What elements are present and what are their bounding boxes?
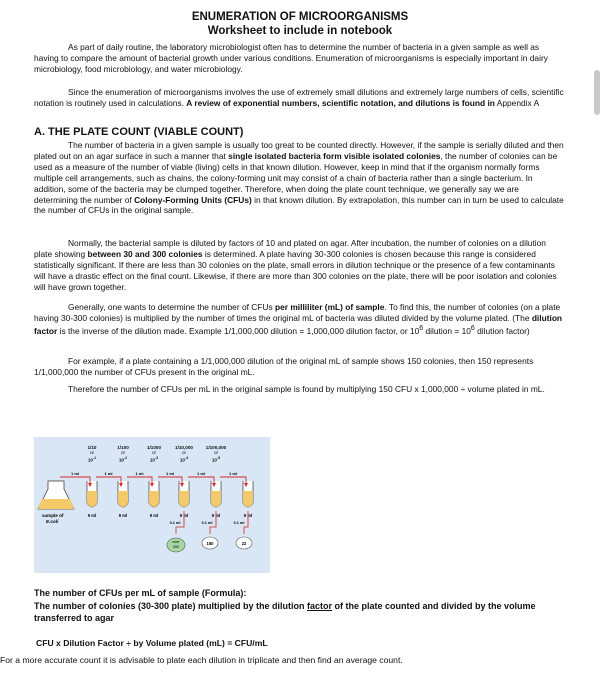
dilution-or: or: [120, 450, 126, 456]
dilution-or: or: [213, 450, 219, 456]
plate-count-1b: 400: [172, 545, 180, 549]
p3-text-e: in that known dilution. By extrapolation, this number can in turn be used to calculate the number of CFUs in the original sample.: [34, 194, 564, 216]
p5-text-e: is the inverse of the dilution made. Example 1/1,000,000 dilution = 1,000,000 dilution factor, or 10: [57, 325, 420, 336]
transfer-label: 1 ml: [196, 471, 206, 476]
dilution-label: [77, 445, 107, 463]
p5-text-a: Generally, one wants to determine the number of CFUs: [68, 302, 275, 312]
plated-volume-label: 0.1 ml: [169, 521, 181, 525]
dilution-label: [169, 445, 199, 463]
dilution-power: $10^{-1}$: [87, 455, 97, 463]
dilution-label: [139, 445, 169, 463]
dilution-power: $10^{-2}$: [118, 455, 128, 463]
p5-sup-1: 6: [419, 324, 424, 332]
transfer-label: 1 ml: [165, 471, 175, 476]
p4-text-a: Normally, the bacterial sample is diluted by factors of 10 and plated on agar. After incubation, the number of colonies on a dilution plate showing: [34, 238, 546, 259]
formula-desc-factor: factor: [307, 601, 333, 611]
p3-text-a: The number of bacteria in a given sample is usually too great to be counted directly. However, if the sample is serially diluted and then plated out on an agar surface in such a manner that: [34, 140, 564, 161]
p5-sup-2: 6: [470, 324, 475, 332]
tube-volume-label: 9 ml: [87, 513, 97, 518]
transfer-label: 1 ml: [70, 471, 80, 476]
dilution-paragraph: [34, 238, 564, 293]
dilution-power: $10^{-3}$: [149, 455, 159, 463]
formula: CFU x Dilution Factor ÷ by Volume plated (mL) = CFU/mL: [36, 638, 268, 648]
footer-note: For a more accurate count it is advisable to plate each dilution in triplicate and then find an average count.: [0, 655, 403, 665]
appendix-ref: Appendix A: [494, 97, 540, 108]
page-title: ENUMERATION OF MICROORGANISMS: [191, 11, 409, 23]
cfu-paragraph: [34, 302, 564, 337]
p3-bold-b: single isolated bacteria form visible isolated colonies: [228, 150, 441, 161]
dilution-label: [108, 445, 138, 463]
tube-volume-label: 9 ml: [243, 513, 253, 518]
dilution-or: or: [151, 450, 157, 456]
dilution-tube: [118, 481, 128, 518]
dilution-fraction: 1/100: [117, 445, 129, 450]
plate-count-2: 150: [206, 541, 214, 546]
plate-count-paragraph: [34, 140, 564, 216]
dilution-fraction: 1/10,000: [175, 445, 193, 450]
intro-paragraph: As part of daily routine, the laboratory microbiologist often has to determine the number of bacteria in a given sample as well as having to compare the amount of bacterial growth under various conditions. Enumeration of microorganisms is especially important in dairy microbiology, food microbiology, and water microbiology.: [34, 42, 548, 74]
p5-text-c: . To find this, the number of colonies (on a plate having 30-300 colonies) is multiplied by the number of times the original mL of bacteria was diluted divided by the volume plated. (The: [34, 302, 561, 323]
dilution-fraction: 1/100,000: [205, 445, 227, 450]
p5-bold-b: per milliliter (mL) of sample: [275, 302, 385, 312]
dilution-fraction: 1/10: [87, 445, 97, 450]
plated-volume-label: 0.1 ml: [233, 521, 245, 525]
transfer-label: 1 ml: [104, 471, 113, 476]
dilution-or: or: [89, 450, 95, 456]
formula-description: [34, 601, 569, 624]
tube-volume-label: 9 ml: [149, 513, 159, 518]
section-heading: A. THE PLATE COUNT (VIABLE COUNT): [34, 126, 244, 138]
p3-bold-d: Colony-Forming Units (CFUs): [134, 194, 252, 205]
sample-organism: E.coli: [46, 519, 59, 524]
page-subtitle: Worksheet to include in notebook: [207, 25, 393, 37]
formula-desc-c: of the plate counted and divided by the volume transferred to agar: [34, 601, 536, 623]
notation-text: Since the enumeration of microorganisms involves the use of extremely small dilutions and extremely large numbers of cells, scientific notation is routinely used in calculations.: [34, 87, 564, 108]
serial-dilution-figure: [34, 437, 270, 573]
transfer-label: 1 ml: [135, 471, 144, 476]
dilution-power: $10^{-5}$: [211, 455, 221, 463]
therefore-paragraph: Therefore the number of CFUs per mL in the original sample is found by multiplying 150 CFU x 1,000,000 ÷ volume plated in mL.: [68, 384, 545, 394]
plated-volume-label: 0.1 ml: [201, 521, 213, 525]
formula-desc-a: The number of colonies (30-300 plate) multiplied by the dilution: [34, 601, 308, 611]
p5-text-f: dilution = 10: [423, 325, 471, 336]
p4-bold-b: between 30 and 300 colonies: [87, 248, 203, 259]
p5-bold-d: dilution factor: [34, 312, 563, 336]
transfer-label: 1 ml: [228, 471, 238, 476]
tube-volume-label: 9 ml: [118, 513, 128, 518]
plate-count-3: 22: [241, 541, 247, 546]
formula-title: The number of CFUs per mL of sample (Formula):: [34, 588, 247, 598]
scrollbar[interactable]: [594, 70, 600, 115]
dilution-label: [201, 445, 231, 463]
p3-text-c: , the number of colonies can be used as a measure of the number of viable (living) cells in that known dilution. However, keep in mind that if the organism normally forms multiple cell arrangements, such as chains, the colony-forming unit may consist of a chain of bacteria rather than a single bacterium. In addition, some of the bacteria may be clumped together. Therefore, when doing the plate count technique, we generally say we are determining the number of: [34, 150, 558, 205]
dilution-tube: [149, 481, 159, 518]
dilution-power: $10^{-4}$: [179, 455, 189, 463]
dilution-or: or: [181, 450, 187, 456]
sample-label: sample of: [42, 513, 64, 518]
dilution-tube: [87, 481, 97, 518]
example-paragraph: For example, if a plate containing a 1/1,000,000 dilution of the original mL of sample shows 150 colonies, then 150 represents 1/1,000,000 the number of CFUs present in the original mL.: [34, 356, 534, 377]
p4-text-c: is determined. A plate having 30-300 colonies is chosen because this range is considered statistically significant. If there are less than 30 colonies on the plate, small errors in dilution technique or the presence of a few contaminants will have a drastic effect on the final count. Likewise, if there are more than 300 colonies on the plate, there will be poor isolation and colonies will have grown together.: [34, 248, 557, 292]
plate-count-1a: over: [172, 540, 180, 544]
tube-volume-label: 9 ml: [179, 513, 189, 518]
notation-bold: A review of exponential numbers, scientific notation, and dilutions is found in: [186, 97, 495, 108]
tube-volume-label: 9 ml: [211, 513, 221, 518]
notation-paragraph: [34, 87, 564, 109]
p5-text-g: dilution factor): [474, 325, 530, 336]
sample-flask: [38, 481, 74, 509]
dilution-fraction: 1/1000: [146, 445, 162, 450]
